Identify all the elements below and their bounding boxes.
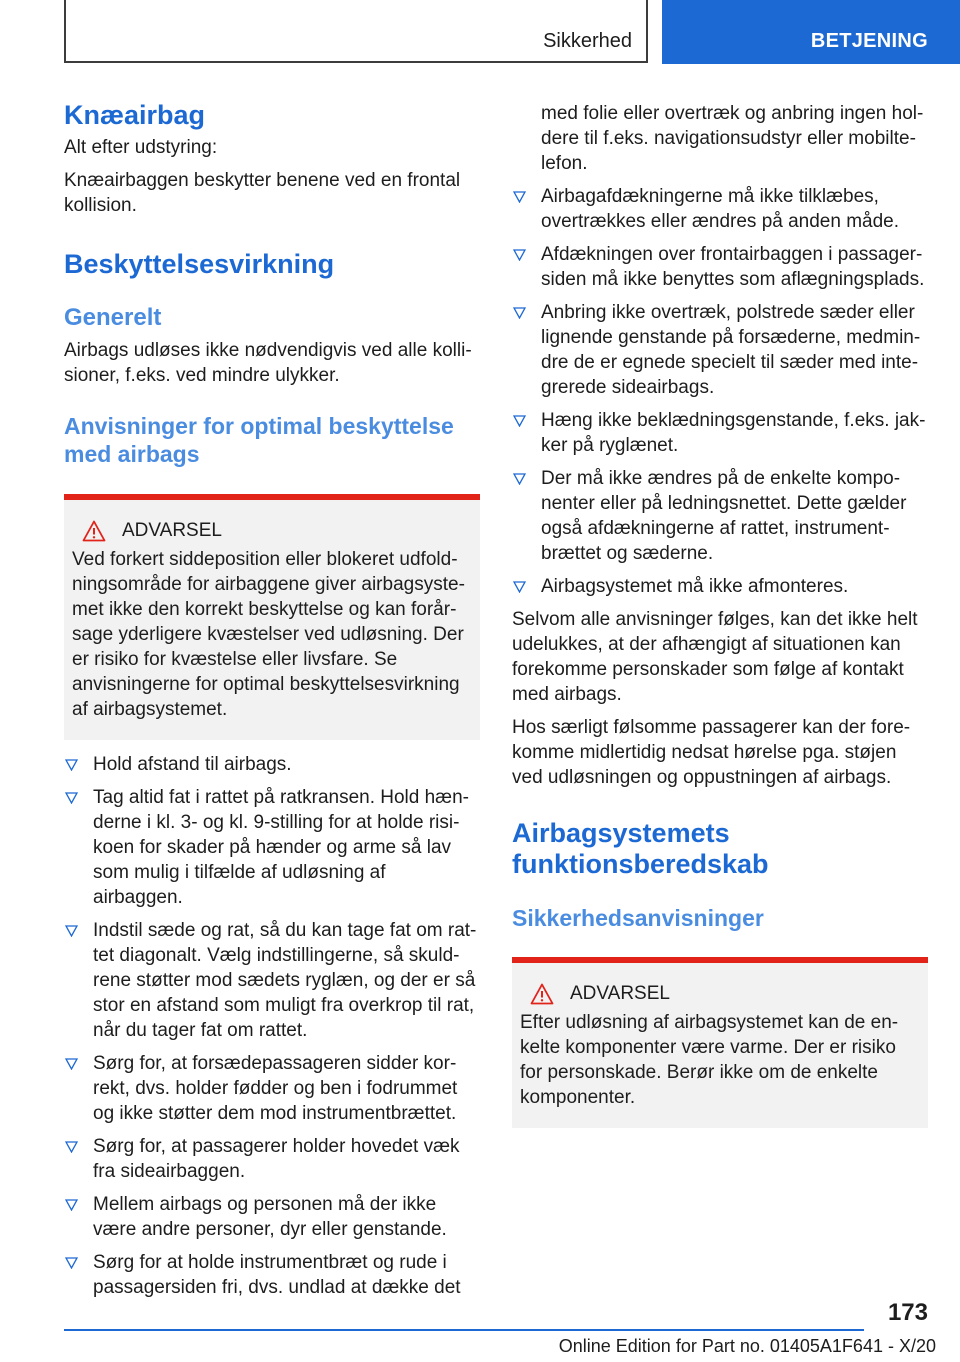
list-item: Tag altid fat i rattet på ratkransen. Hold hænderne i kl. 3- og kl. 9-stilling for at holde risikoen for skader på hænder og arme så lav som mulig i tilfælde af udløsning af airbaggen. <box>64 785 480 910</box>
triangle-bullet-icon <box>513 307 526 319</box>
header-chapter-tab <box>662 0 960 64</box>
triangle-bullet-icon <box>65 1058 78 1070</box>
list-item: Der må ikke ændres på de enkelte komponenter eller på ledningsnettet. Dette gælder også afdækningerne af rattet, instrumentbrættet og sæderne. <box>512 466 928 566</box>
list-item: Hold afstand til airbags. <box>64 752 480 777</box>
list-item: Sørg for, at passagerer holder hovedet væk fra sideairbaggen. <box>64 1134 480 1184</box>
left-column <box>64 100 480 1308</box>
warning-triangle-icon <box>530 983 554 1005</box>
triangle-bullet-icon <box>65 1199 78 1211</box>
warning-text: Efter udløsning af airbagsystemet kan de enkelte komponenter være varme. Der er risiko for personskade. Berør ikke om de enkelte komponenter. <box>520 1012 899 1108</box>
heading-safety-notes: Sikkerhedsanvisninger <box>512 905 764 931</box>
triangle-bullet-icon <box>513 415 526 427</box>
triangle-bullet-icon <box>65 1257 78 1269</box>
heading-knee-airbag: Knæairbag <box>64 100 206 130</box>
list-item: Airbagafdækningerne må ikke tilklæbes, overtrækkes eller ændres på anden måde. <box>512 184 928 234</box>
page-number: 173 <box>887 1299 928 1326</box>
general-text: Airbags udløses ikke nødvendigvis ved alle kollisioner, f.eks. ved mindre ulykker. <box>64 340 472 386</box>
right-column <box>512 101 928 1128</box>
list-item: Indstil sæde og rat, så du kan tage fat om rattet diagonalt. Vælg indstillingerne, så skuldrene støtter mod sædets ryglæn, og der er så stor en afstand som muligt fra overkrop til rat, når du tager fat om rattet. <box>64 918 480 1043</box>
continued-text: med folie eller overtræk og anbring ingen holdere til f.eks. navigationsudstyr eller mobiltelefon. <box>541 103 924 174</box>
triangle-bullet-icon <box>513 581 526 593</box>
warning-text: Ved forkert siddeposition eller blokeret udfoldningsområde for airbaggene giver airbagsystemet ikke den korrekt beskyttelse og kan forårsage yderligere kvæstelser ved udløsning. Der er risiko for kvæstelse eller livsfare. Se anvisningerne for optimal beskyttelsesvirkning af airbagsystemet. <box>72 549 465 720</box>
warning-box <box>512 957 928 1128</box>
header-section-tab <box>64 0 648 63</box>
list-item: Afdækningen over frontairbaggen i passagersiden må ikke benyttes som aflægningsplads. <box>512 242 928 292</box>
triangle-bullet-icon <box>513 249 526 261</box>
warning-box <box>64 494 480 740</box>
triangle-bullet-icon <box>513 191 526 203</box>
instruction-list <box>64 752 480 1300</box>
heading-general: Generelt <box>64 304 162 331</box>
triangle-bullet-icon <box>65 1141 78 1153</box>
warning-triangle-icon <box>82 520 106 542</box>
knee-equipment-note: Alt efter udstyring: <box>64 137 218 158</box>
heading-instructions: Anvisninger for optimal beskyttelse med airbags <box>64 413 454 467</box>
triangle-bullet-icon <box>65 792 78 804</box>
list-item: Hæng ikke beklædningsgenstande, f.eks. jakker på ryglænet. <box>512 408 928 458</box>
list-item: Sørg for at holde instrumentbræt og rude i passagersiden fri, dvs. undlad at dække det <box>64 1250 480 1300</box>
header-chapter-label: BETJENING <box>810 30 928 52</box>
triangle-bullet-icon <box>513 473 526 485</box>
paragraph-hearing: Hos særligt følsomme passagerer kan der forekomme midlertidig nedsat hørelse pga. støjen ved udløsningen og oppustningen af airbags. <box>512 717 911 788</box>
paragraph-residual-risk: Selvom alle anvisninger følges, kan det ikke helt udelukkes, at der afhængigt af situationen kan forekomme personskader som følge af kontakt med airbags. <box>512 609 918 705</box>
list-item: Sørg for, at forsædepassageren sidder korrekt, dvs. holder fødder og ben i fodrummet og ikke støtter dem mod instrumentbrættet. <box>64 1051 480 1126</box>
warning-title-row <box>520 981 920 1006</box>
list-item: Anbring ikke overtræk, polstrede sæder eller lignende genstande på forsæderne, medmindre de er egnede specielt til sæder med integrerede sideairbags. <box>512 300 928 400</box>
instruction-list-continued <box>512 184 928 599</box>
header-section-label: Sikkerhed <box>543 30 632 52</box>
warning-title: ADVARSEL <box>122 520 222 541</box>
warning-title-row <box>72 518 472 543</box>
footer-edition: Online Edition for Part no. 01405A1F641 - X/20 <box>558 1336 936 1356</box>
list-item: Mellem airbags og personen må der ikke være andre personer, dyr eller genstande. <box>64 1192 480 1242</box>
triangle-bullet-icon <box>65 759 78 771</box>
heading-readiness: Airbagsystemets funktionsberedskab <box>512 818 769 879</box>
list-item: Airbagsystemet må ikke afmonteres. <box>512 574 928 599</box>
knee-description: Knæairbaggen beskytter benene ved en frontal kollision. <box>64 170 461 216</box>
triangle-bullet-icon <box>65 925 78 937</box>
warning-title: ADVARSEL <box>570 983 670 1004</box>
heading-protection: Beskyttelsesvirkning <box>64 249 335 279</box>
footer-divider <box>64 1329 864 1331</box>
